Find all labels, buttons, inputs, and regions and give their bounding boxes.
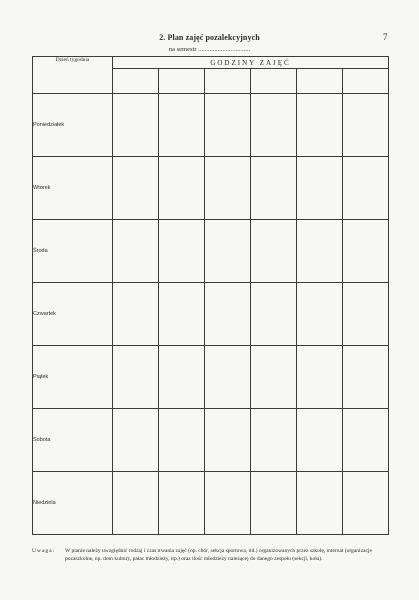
- day-label: Środa: [33, 220, 113, 283]
- schedule-cell[interactable]: [205, 472, 251, 535]
- hour-slot-header: [113, 69, 159, 94]
- day-label: Czwartek: [33, 283, 113, 346]
- schedule-cell[interactable]: [297, 409, 343, 472]
- schedule-cell[interactable]: [251, 157, 297, 220]
- schedule-table: [32, 56, 389, 535]
- schedule-cell[interactable]: [113, 409, 159, 472]
- schedule-cell[interactable]: [113, 94, 159, 157]
- schedule-cell[interactable]: [297, 94, 343, 157]
- schedule-cell[interactable]: [159, 220, 205, 283]
- schedule-cell[interactable]: [159, 472, 205, 535]
- schedule-cell[interactable]: [159, 283, 205, 346]
- schedule-cell[interactable]: [113, 283, 159, 346]
- schedule-cell[interactable]: [159, 94, 205, 157]
- hour-slot-header: [205, 69, 251, 94]
- schedule-cell[interactable]: [205, 220, 251, 283]
- schedule-cell[interactable]: [113, 220, 159, 283]
- day-label: Sobota: [33, 409, 113, 472]
- schedule-cell[interactable]: [159, 409, 205, 472]
- schedule-cell[interactable]: [297, 346, 343, 409]
- schedule-cell[interactable]: [251, 94, 297, 157]
- hours-column-header: GODZINY ZAJĘĆ: [113, 57, 389, 69]
- schedule-cell[interactable]: [343, 94, 389, 157]
- hour-slot-header: [297, 69, 343, 94]
- schedule-cell[interactable]: [343, 283, 389, 346]
- day-label: Poniedziałek: [33, 94, 113, 157]
- page-number: 7: [383, 32, 388, 42]
- day-row: [33, 346, 389, 409]
- schedule-cell[interactable]: [297, 472, 343, 535]
- schedule-cell[interactable]: [159, 346, 205, 409]
- hour-slot-header: [159, 69, 205, 94]
- day-row: [33, 409, 389, 472]
- page-title: 2. Plan zajęć pozalekcyjnych: [159, 33, 260, 42]
- schedule-cell[interactable]: [251, 283, 297, 346]
- schedule-cell[interactable]: [205, 346, 251, 409]
- schedule-cell[interactable]: [251, 472, 297, 535]
- day-label: Piątek: [33, 346, 113, 409]
- hour-slot-header: [251, 69, 297, 94]
- schedule-cell[interactable]: [343, 472, 389, 535]
- schedule-cell[interactable]: [113, 472, 159, 535]
- schedule-cell[interactable]: [343, 409, 389, 472]
- day-row: [33, 472, 389, 535]
- schedule-cell[interactable]: [343, 220, 389, 283]
- semester-line: na semestr ................................: [168, 46, 251, 53]
- note-label: Uwaga:: [32, 548, 56, 554]
- schedule-cell[interactable]: [113, 157, 159, 220]
- day-label: Wtorek: [33, 157, 113, 220]
- schedule-cell[interactable]: [205, 157, 251, 220]
- schedule-cell[interactable]: [297, 157, 343, 220]
- schedule-cell[interactable]: [251, 409, 297, 472]
- note: [32, 547, 390, 563]
- schedule-cell[interactable]: [297, 220, 343, 283]
- day-column-header: Dzień tygodnia: [33, 57, 113, 94]
- schedule-cell[interactable]: [205, 283, 251, 346]
- schedule-cell[interactable]: [251, 346, 297, 409]
- day-label: Niedziela: [33, 472, 113, 535]
- schedule-cell[interactable]: [343, 346, 389, 409]
- day-row: [33, 157, 389, 220]
- schedule-cell[interactable]: [205, 94, 251, 157]
- schedule-cell[interactable]: [205, 409, 251, 472]
- day-row: [33, 220, 389, 283]
- schedule-cell[interactable]: [343, 157, 389, 220]
- schedule-cell[interactable]: [159, 157, 205, 220]
- day-row: [33, 94, 389, 157]
- hour-slot-header: [343, 69, 389, 94]
- schedule-cell[interactable]: [297, 283, 343, 346]
- schedule-cell[interactable]: [113, 346, 159, 409]
- schedule-cell[interactable]: [251, 220, 297, 283]
- day-row: [33, 283, 389, 346]
- note-text: W planie należy uwzględnić rodzaj i czas trwania zajęć (np. chór, sekcja sportowa, itd.) organizowanych przez szkołę, internat (organizacje pozaszkolne, np. dom kultury, pałac młodzieży, itp.) oraz ilość młodzieży należącej do danego zespołu (sekcji, koła).: [65, 548, 372, 562]
